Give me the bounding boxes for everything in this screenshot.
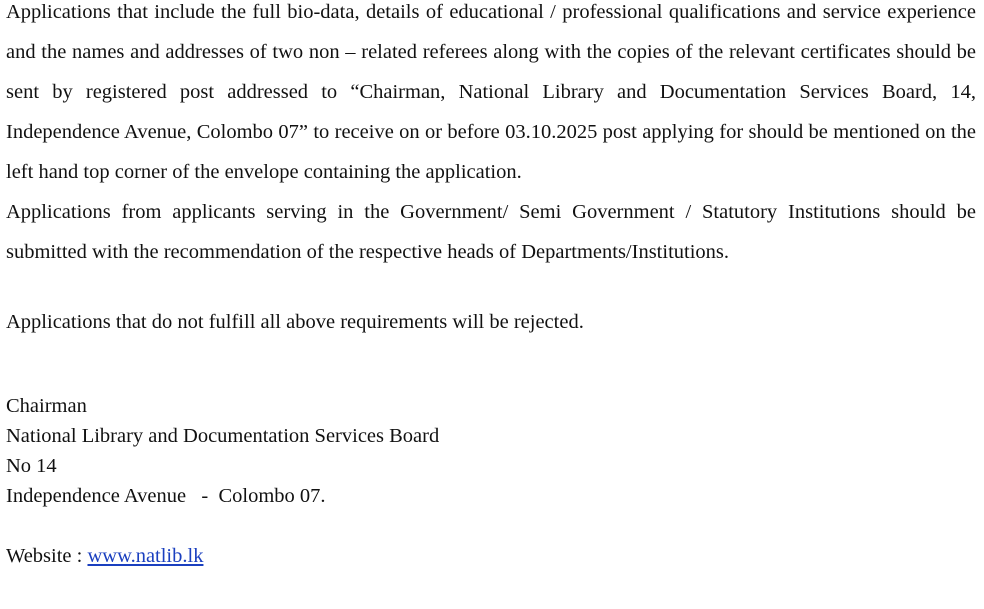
rejection-notice: Applications that do not fulfill all above requirements will be rejected. [6,311,584,333]
signature-organization: National Library and Documentation Services Board [6,425,440,447]
website-line [6,541,976,571]
spacer [6,342,976,391]
signature-block [6,391,976,511]
spacer [6,272,976,302]
government-applicants-paragraph: Applications from applicants serving in the Government/ Semi Government / Statutory Institutions should be submitted with the recommendation of the respective heads of Departments/Institutions. [6,201,976,263]
signature-address-street: Independence Avenue - Colombo 07. [6,485,326,507]
spacer [6,511,976,541]
website-label: Website : [6,545,88,567]
signature-address-number: No 14 [6,455,57,477]
document-body [6,0,976,571]
signature-title: Chairman [6,395,87,417]
submission-instructions-paragraph: Applications that include the full bio-data, details of educational / professional qualifications and service experience and the names and addresses of two non – related referees along with the copies of the relevant certificates should be sent by registered post addressed to “Chairman, National Library and Documentation Services Board, 14, Independence Avenue, Colombo 07” to receive on or before 03.10.2025 post applying for should be mentioned on the left hand top corner of the envelope containing the application. [6,1,976,183]
website-link[interactable]: www.natlib.lk [87,545,204,567]
